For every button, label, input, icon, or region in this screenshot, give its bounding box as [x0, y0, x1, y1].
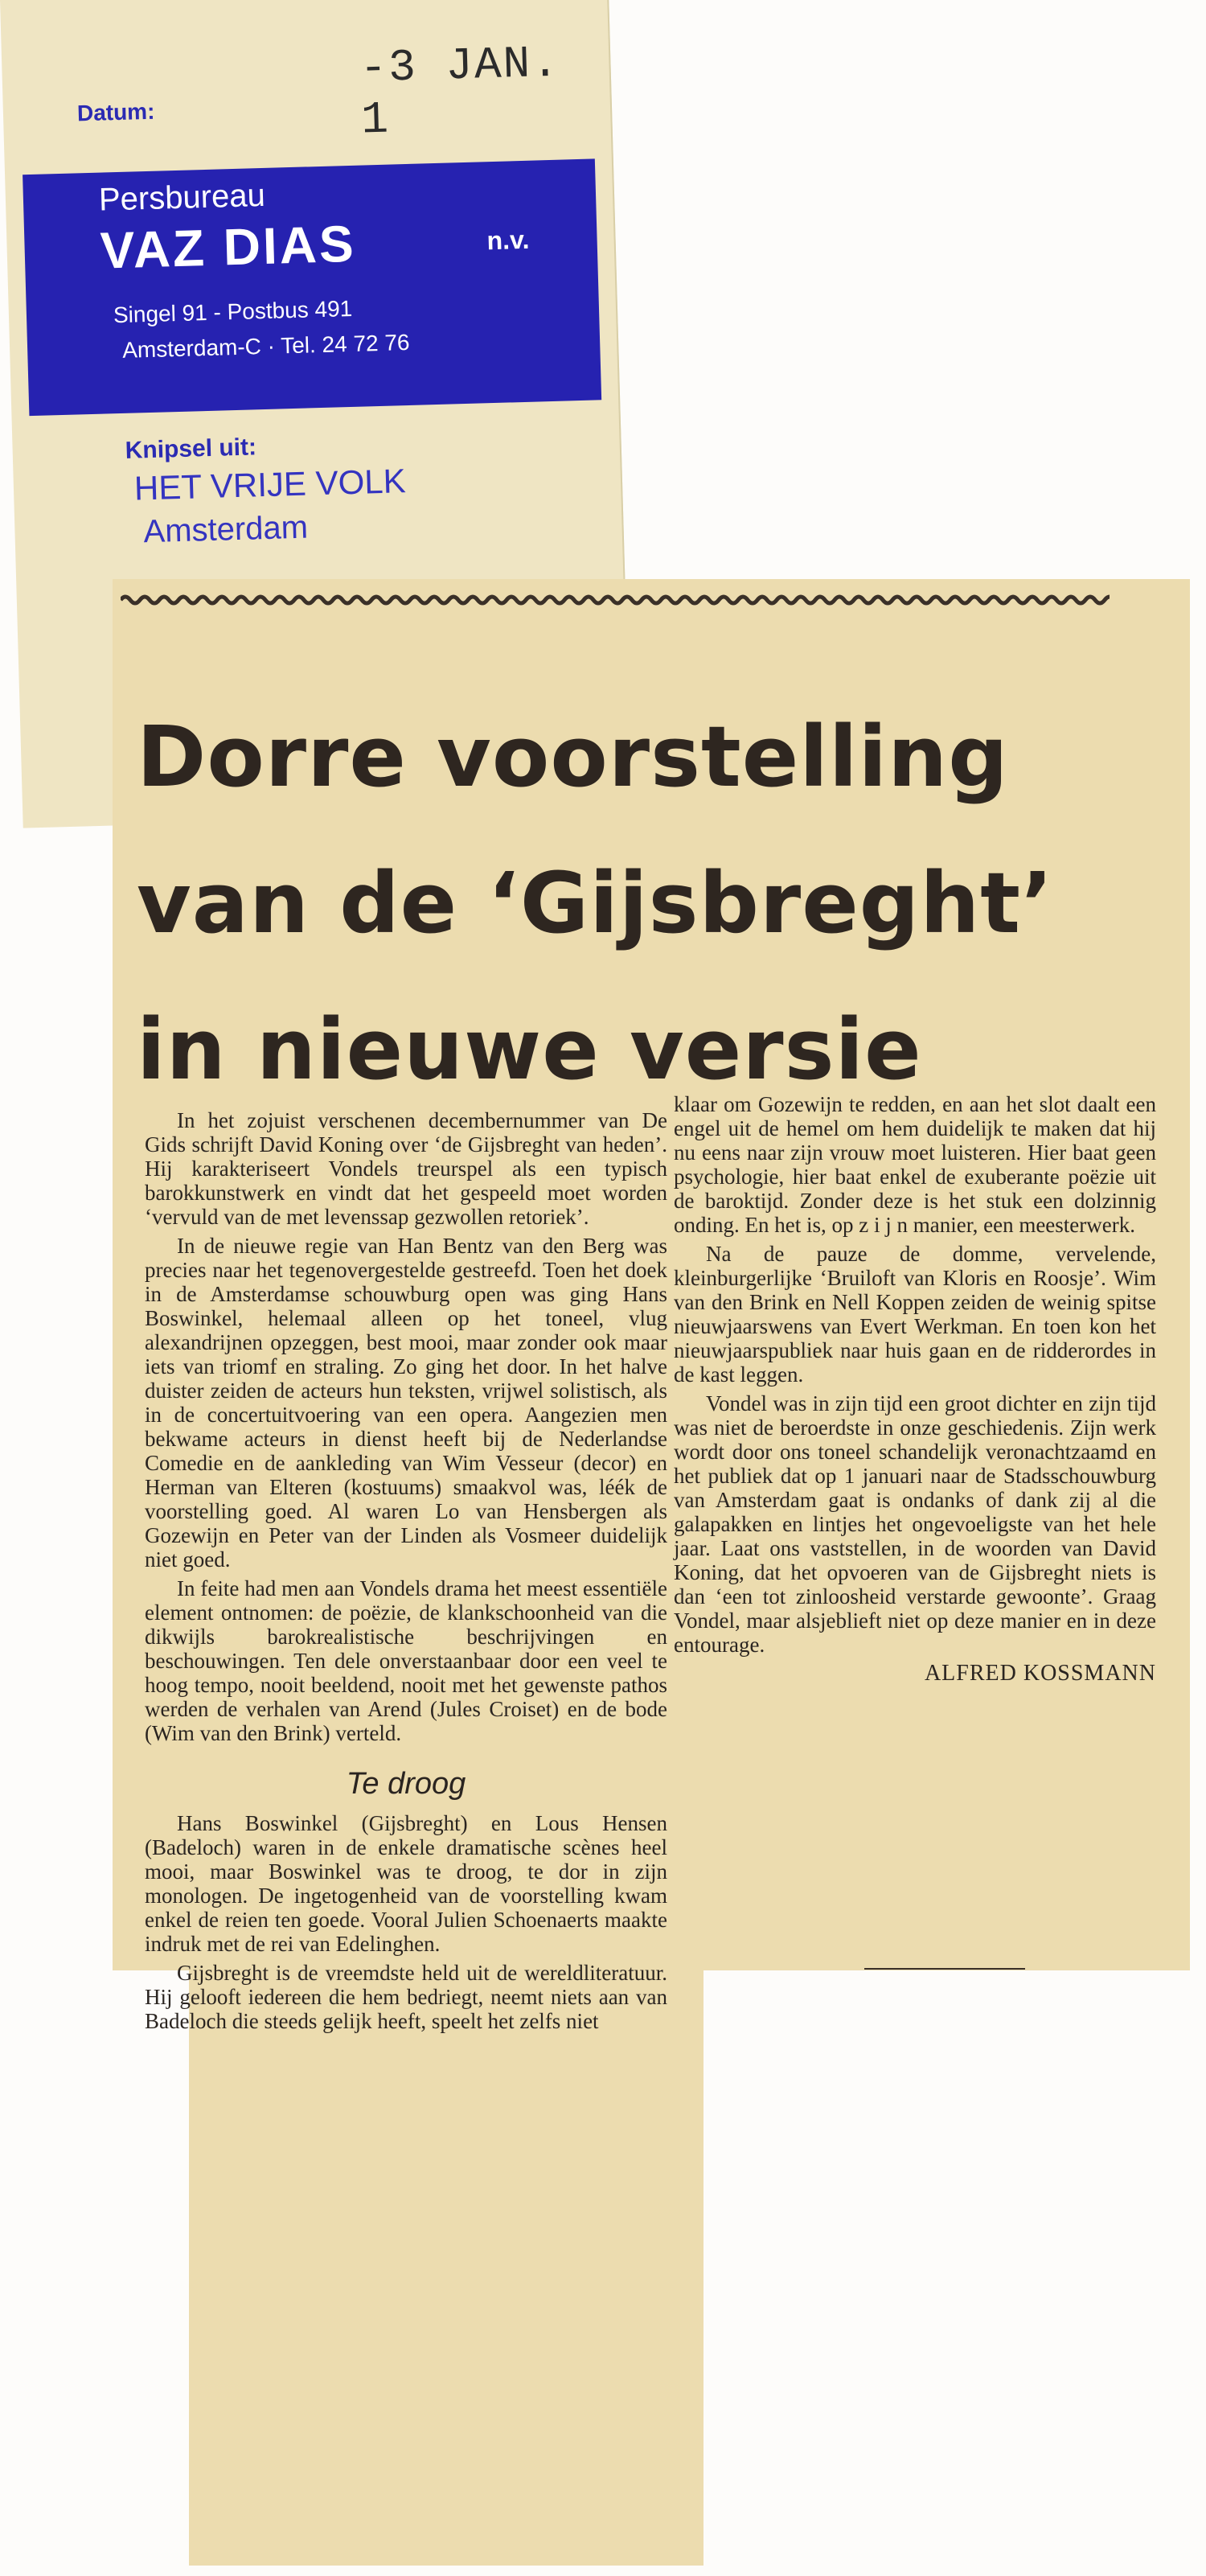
article-paragraph: In de nieuwe regie van Han Bentz van den Berg was precies naar het tegenovergestelde gestreefd. Toen het doek in de Amsterdamse schouwburg open was ging Hans Boswinkel, helemaal alleen op het toneel, vlug alexandrijnen opzeggen, best mooi, maar zonder ook maar iets van triomf en straling. Zo ging het door. In het halve duister zeiden de acteurs hun teksten, vrijwel solistisch, als in de concertuitvoering van een opera. Aangezien men bekwame acteurs in dienst heeft bij de Nederlandse Comedie en de aankleding van Wim Vesseur (decor) en Herman van Elteren (kostuums) smaakvol was, léék de voorstelling goed. Al waren Lo van Hensbergen als Gozewijn en Peter van der Linden als Vosmeer duidelijk niet goed. [145, 1234, 667, 1571]
datum-label: Datum: [76, 98, 155, 126]
clipping-wavy-border [121, 592, 1110, 608]
article-paragraph: Gijsbreght is de vreemdste held uit de wereldliteratuur. Hij gelooft iedereen die hem bedriegt, neemt niets aan van Badeloch die steeds gelijk heeft, speelt het zelfs niet [145, 1961, 667, 2033]
article-paragraph: Hans Boswinkel (Gijsbreght) en Lous Hensen (Badeloch) waren in de enkele dramatische scènes heel mooi, maar Boswinkel was te droog, te dor in zijn monologen. De ingetogenheid van de voorstelling kwam enkel de reien ten goede. Vooral Julien Schoenaerts maakte indruk met de rei van Edelinghen. [145, 1811, 667, 1956]
newspaper-name: HET VRIJE VOLK [133, 462, 407, 507]
bureau-address-line-2: Amsterdam-C · Tel. 24 72 76 [121, 329, 410, 363]
knipsel-label: Knipsel uit: [125, 433, 257, 464]
bureau-suffix: n.v. [486, 224, 530, 256]
author-rule [864, 1968, 1025, 1970]
article-paragraph: Na de pauze de domme, vervelende, kleinburgerlijke ‘Bruiloft van Kloris en Roosje’. Wim van den Brink en Nell Koppen zeiden de weinig spitse nieuwjaarswens van Evert Werkman. En toen kon het nieuwjaarspubliek naar huis gaan en de ridderordes in de kast leggen. [674, 1242, 1156, 1387]
bureau-band [23, 158, 601, 416]
article-subheading: Te droog [346, 1767, 466, 1801]
article-column-left [145, 1108, 667, 2038]
bureau-name: VAZ DIAS [99, 214, 357, 280]
article-paragraph: In feite had men aan Vondels drama het meest essentiële element ontnomen: de poëzie, de klankschoonheid van die dikwijls barokrealistische beschrijvingen en beschouwingen. Ten dele onverstaanbaar door een veel te hoog tempo, nooit beeldend, nooit met het gewenste pathos werden de verhalen van Arend (Jules Croiset) en de bode (Wim van den Brink) verteld. [145, 1576, 667, 1745]
article-paragraph: klaar om Gozewijn te redden, en aan het slot daalt een engel uit de hemel om hem duidelijk te maken dat hij nu eens naar zijn vrouw moet luisteren. Hier baat geen psychologie, hier baat enkel de exuberante poëzie uit de baroktijd. Zonder deze is het stuk een dolzinnig onding. En het is, op z i j n manier, een meesterwerk. [674, 1092, 1156, 1237]
article-paragraph: Vondel was in zijn tijd een groot dichter en zijn tijd was niet de beroerdste in onze geschiedenis. Zijn werk wordt door ons toneel schandelijk veronachtzaamd en het publiek dat op 1 januari naar de Stadsschouwburg van Amsterdam gaat is ondanks of dank zij al die galapakken en lintjes het ongevoeligste van het hele jaar. Laat ons vaststellen, in de woorden van David Koning, dat het opvoeren van de Gijsbreght niets is dan ‘een tot zinloosheid verstarde gewoonte’. Graag Vondel, maar alsjeblieft niet op deze manier en in deze entourage. [674, 1391, 1156, 1657]
bureau-address-line-1: Singel 91 - Postbus 491 [113, 295, 353, 328]
newspaper-clipping-lower [189, 1962, 704, 2566]
newspaper-city: Amsterdam [142, 509, 309, 550]
article-author: ALFRED KOSSMANN [924, 1661, 1156, 1686]
article-headline: Dorre voorstelling van de ‘Gijsbreght’ in nieuwe versie [137, 708, 1054, 1099]
bureau-top-label: Persbureau [98, 177, 266, 218]
article-column-right [674, 1092, 1156, 1686]
article-paragraph: In het zojuist verschenen decembernummer van De Gids schrijft David Koning over ‘de Gijsbreght van heden’. Hij karakteriseert Vondels treurspel als een typisch barokkunstwerk en vindt dat het gespeeld moet worden ‘vervuld van de met levenssap gezwollen retoriek’. [145, 1108, 667, 1229]
date-stamp: -3 JAN. 1 [359, 37, 561, 146]
